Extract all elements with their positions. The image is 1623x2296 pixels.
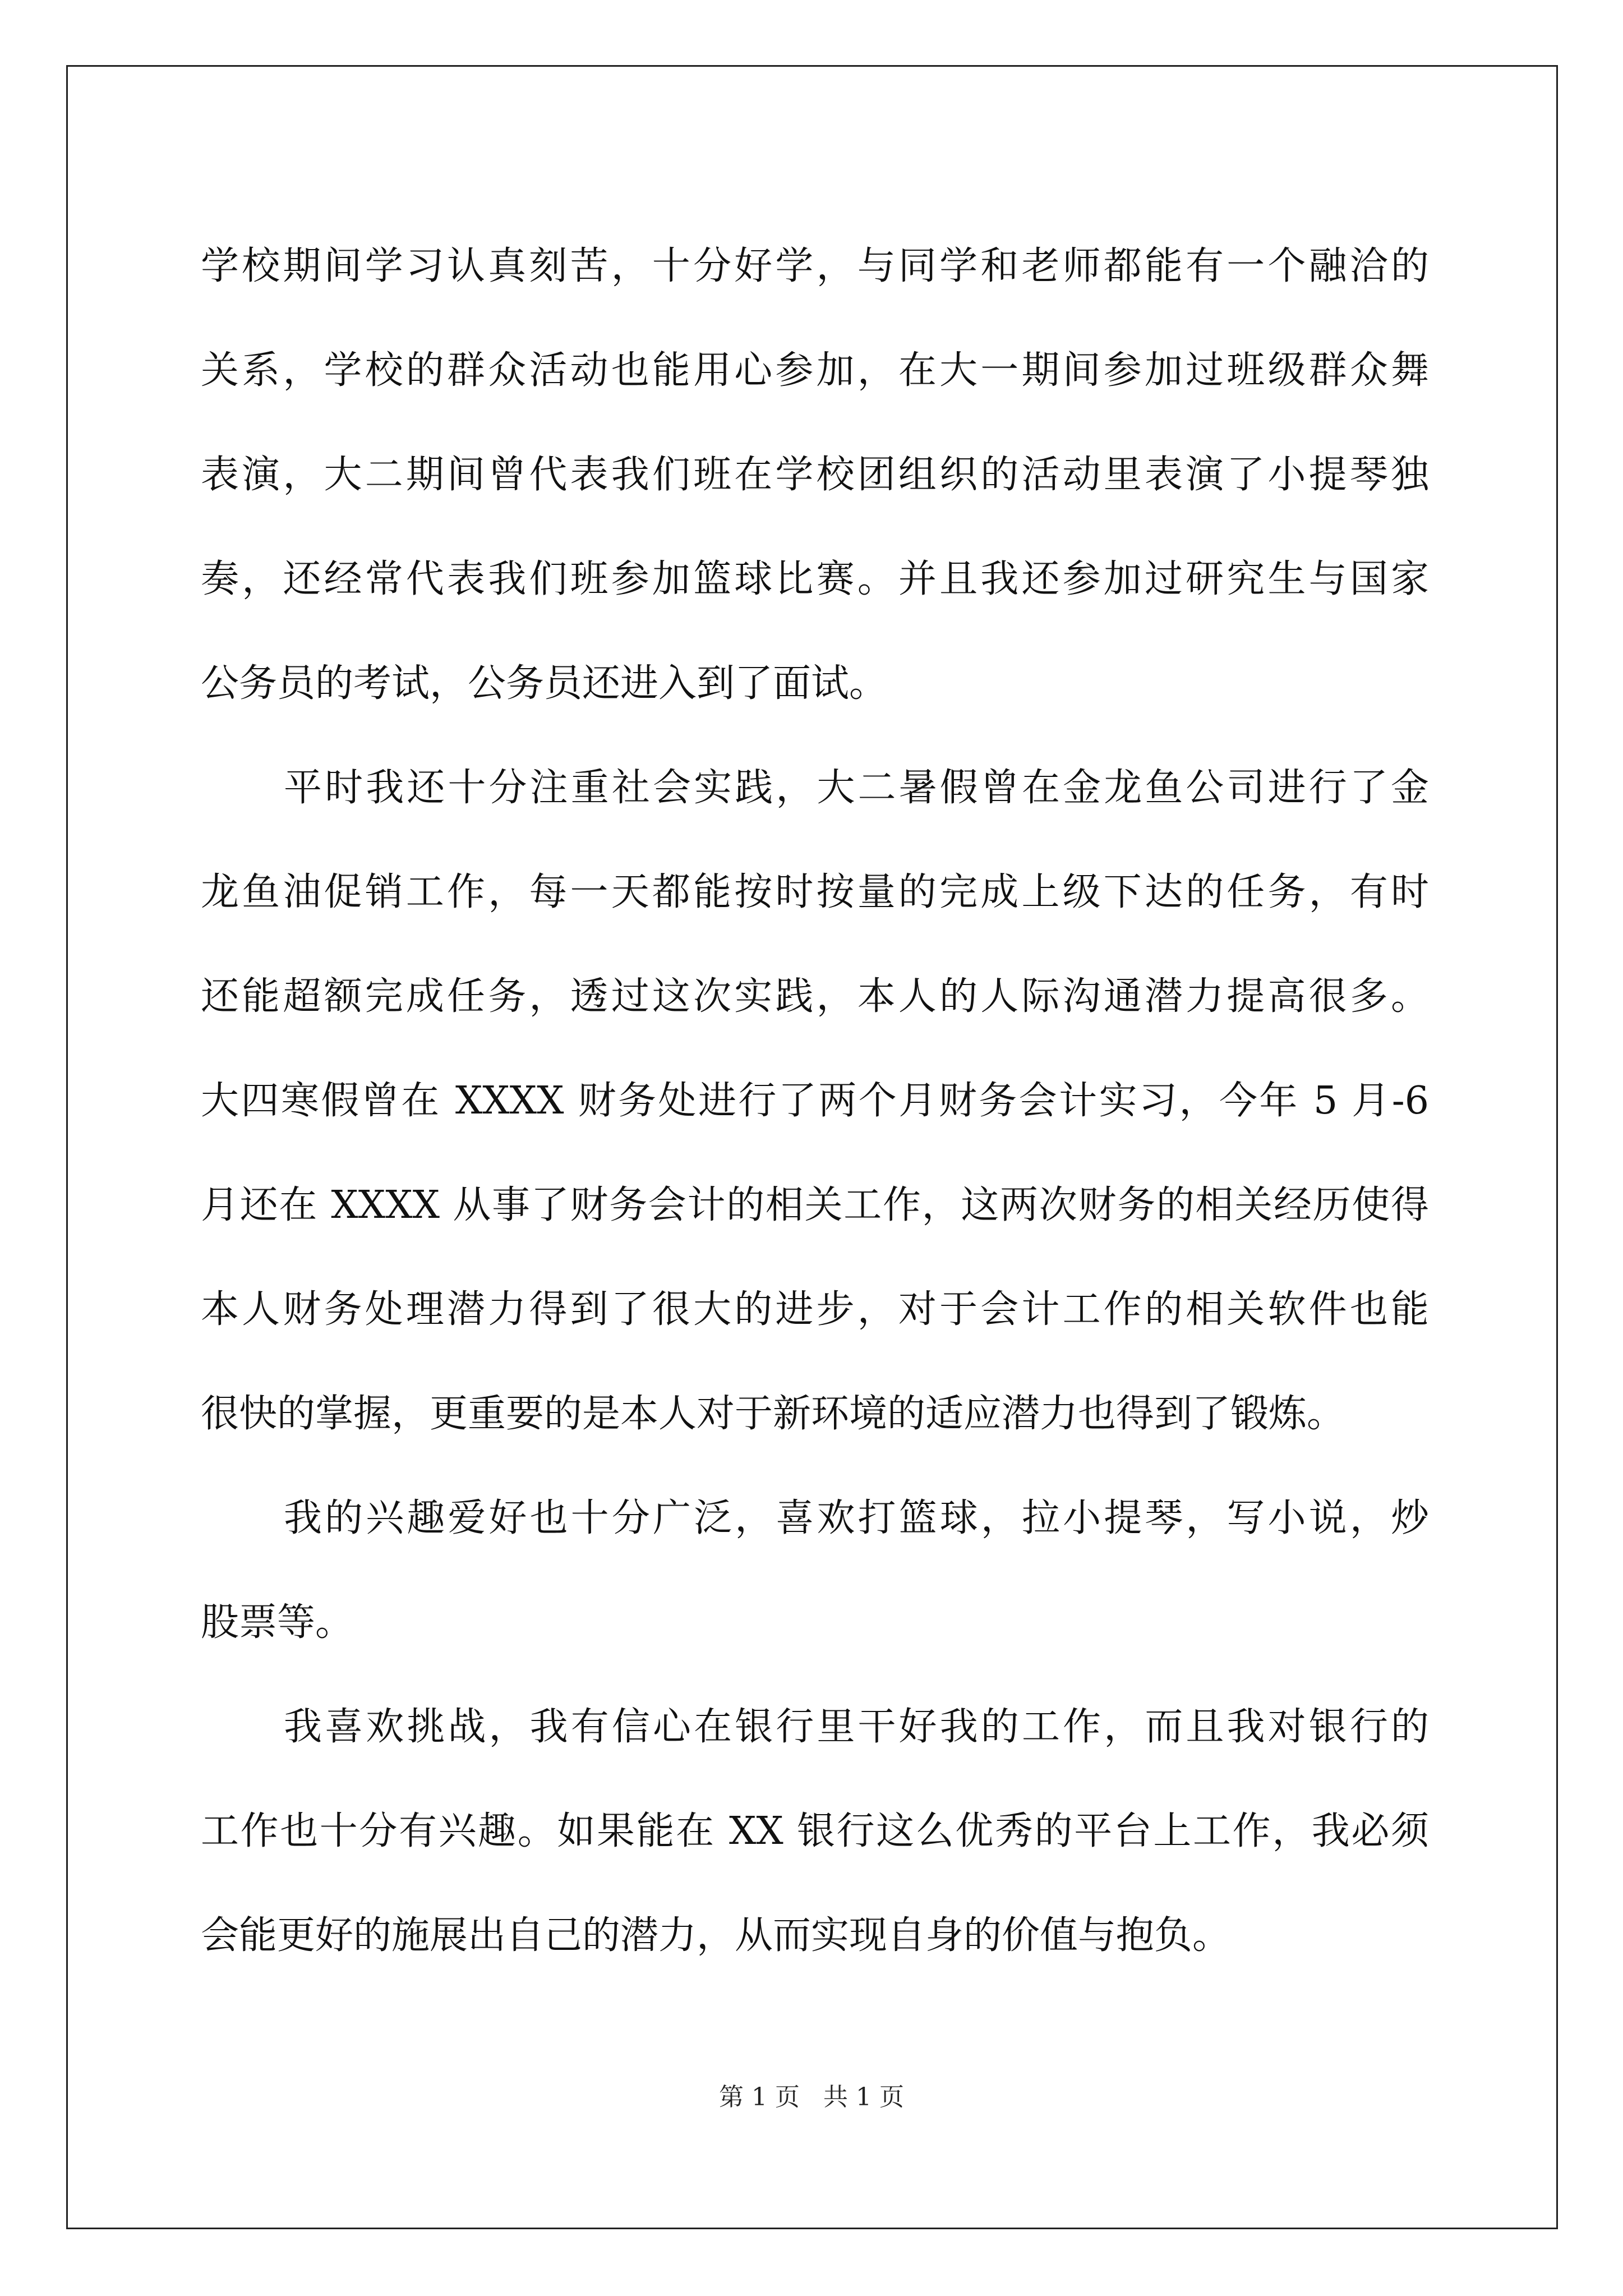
paragraph-4 bbox=[201, 1675, 1429, 1988]
text-line: 还能超额完成任务，透过这次实践，本人的人际沟通潜力提高很多。 bbox=[201, 974, 1429, 1019]
paragraph-1 bbox=[201, 214, 1429, 736]
text-line: 学校期间学习认真刻苦，十分好学，与同学和老师都能有一个融洽的 bbox=[201, 244, 1429, 288]
text-line: 本人财务处理潜力得到了很大的进步，对于会计工作的相关软件也能 bbox=[201, 1287, 1429, 1332]
text-line: 会能更好的施展出自己的潜力，从而实现自身的价值与抱负。 bbox=[201, 1913, 1231, 1958]
text-line: 关系，学校的群众活动也能用心参加，在大一期间参加过班级群众舞 bbox=[201, 348, 1429, 393]
text-line: 奏，还经常代表我们班参加篮球比赛。并且我还参加过研究生与国家 bbox=[201, 557, 1429, 601]
text-line: 公务员的考试，公务员还进入到了面试。 bbox=[201, 661, 888, 706]
paragraph-2 bbox=[201, 736, 1429, 1466]
text-line: 股票等。 bbox=[201, 1600, 354, 1645]
paragraph-3 bbox=[201, 1466, 1429, 1675]
text-line: 表演，大二期间曾代表我们班在学校团组织的活动里表演了小提琴独 bbox=[201, 453, 1429, 497]
text-line: 月还在 XXXX 从事了财务会计的相关工作，这两次财务的相关经历使得 bbox=[201, 1183, 1429, 1227]
text-line: 龙鱼油促销工作，每一天都能按时按量的完成上级下达的任务，有时 bbox=[201, 870, 1429, 914]
text-line: 我喜欢挑战，我有信心在银行里干好我的工作，而且我对银行的 bbox=[284, 1705, 1429, 1749]
document-body bbox=[201, 214, 1429, 1988]
text-line: 平时我还十分注重社会实践，大二暑假曾在金龙鱼公司进行了金 bbox=[284, 766, 1429, 810]
text-line: 工作也十分有兴趣。如果能在 XX 银行这么优秀的平台上工作，我必须 bbox=[201, 1809, 1429, 1853]
text-line: 很快的掌握，更重要的是本人对于新环境的适应潜力也得到了锻炼。 bbox=[201, 1392, 1345, 1436]
text-line: 我的兴趣爱好也十分广泛，喜欢打篮球，拉小提琴，写小说，炒 bbox=[284, 1496, 1429, 1540]
page-number-footer: 第 1 页 共 1 页 bbox=[719, 2083, 904, 2111]
text-line: 大四寒假曾在 XXXX 财务处进行了两个月财务会计实习，今年 5 月-6 bbox=[201, 1079, 1429, 1123]
